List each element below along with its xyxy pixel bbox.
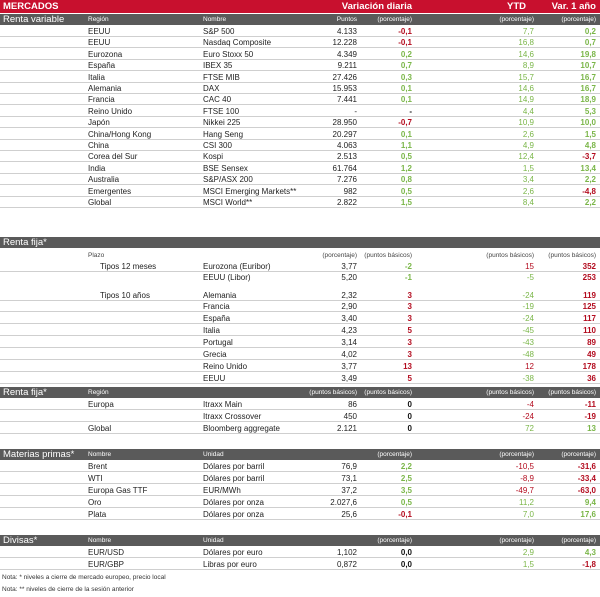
col-points-header: (porcentaje): [322, 252, 357, 259]
row-name: Portugal: [203, 338, 233, 347]
table-row: [0, 72, 600, 83]
row-name: España: [203, 314, 231, 323]
row-region: Eurozona: [88, 49, 123, 59]
table-row: [0, 547, 600, 558]
table-row: [0, 423, 600, 434]
row-name: WTI: [88, 474, 103, 483]
row-year: -31,6: [577, 462, 596, 471]
row-year: 9,4: [584, 498, 596, 507]
row-name: Grecia: [203, 350, 227, 359]
row-region: Corea del Sur: [88, 152, 138, 162]
table-row: [0, 349, 600, 360]
row-year: 89: [587, 338, 596, 347]
col-unit-header: Unidad: [203, 451, 224, 458]
row-name: Francia: [203, 302, 230, 311]
col-region-header: Región: [88, 16, 109, 23]
row-daily: 3: [407, 338, 412, 347]
row-points: 982: [343, 186, 357, 196]
row-year: 18,9: [580, 95, 596, 105]
row-year: -3,7: [582, 152, 596, 162]
row-points: 7.441: [336, 95, 357, 105]
row-points: 0,872: [336, 560, 357, 569]
row-name: S&P/ASX 200: [203, 175, 253, 185]
row-year: 119: [583, 291, 596, 300]
row-year: 4,8: [584, 141, 596, 150]
row-points: 4,23: [341, 326, 357, 335]
row-ytd: -38: [522, 374, 534, 383]
row-daily: 0,1: [400, 129, 412, 139]
row-daily: 0,7: [400, 61, 412, 71]
col-name-header: Nombre: [203, 16, 227, 23]
row-ytd: 4,4: [522, 106, 534, 116]
row-ytd: 12: [525, 362, 534, 371]
row-points: 7.276: [336, 175, 357, 185]
row-name: Bloomberg aggregate: [203, 424, 280, 433]
row-points: 3,40: [341, 314, 357, 323]
row-points: 2.822: [336, 198, 357, 207]
row-daily: 5: [407, 326, 412, 335]
row-name: Oro: [88, 498, 102, 507]
row-year: 2,2: [584, 198, 596, 207]
row-points: 4,02: [341, 350, 357, 359]
row-name: Kospi: [203, 152, 224, 162]
row-ytd: -49,7: [515, 486, 534, 495]
row-points: 73,1: [341, 474, 357, 483]
row-year: -1,8: [582, 560, 596, 569]
table-row: [0, 509, 600, 520]
row-name: Alemania: [203, 291, 237, 300]
row-ytd: 2,6: [522, 129, 534, 139]
table-row: [0, 272, 600, 283]
row-unit: Dólares por euro: [203, 548, 263, 557]
table-row: [0, 261, 600, 272]
row-region: Australia: [88, 175, 120, 185]
row-ytd: 16,8: [518, 38, 534, 48]
row-points: 3,77: [341, 262, 357, 271]
row-points: 2,90: [341, 302, 357, 311]
row-region: EEUU: [88, 27, 111, 36]
col-ytd-header: (puntos básicos): [486, 389, 534, 396]
row-year: -11: [584, 400, 596, 409]
row-year: 13: [587, 424, 596, 433]
col-ytd-header: (porcentaje): [499, 537, 534, 544]
row-name: Itraxx Main: [203, 400, 243, 409]
row-daily: 13: [403, 362, 412, 371]
row-year: -63,0: [577, 486, 596, 495]
row-points: 37,2: [341, 486, 357, 495]
section-title: Materias primas*: [3, 449, 75, 460]
row-name: FTSE 100: [203, 106, 240, 116]
row-daily: -2: [404, 262, 412, 271]
row-ytd: 8,4: [522, 198, 534, 207]
row-points: 61.764: [332, 163, 357, 173]
section-commodities: [0, 449, 600, 460]
row-unit: Dólares por onza: [203, 510, 264, 519]
row-daily: 0,3: [400, 72, 412, 82]
table-row: [0, 399, 600, 410]
row-ytd: -5: [526, 273, 534, 282]
row-year: 253: [582, 273, 596, 282]
table-row: [0, 411, 600, 422]
col-unit-header: Unidad: [203, 537, 224, 544]
table-row: [0, 37, 600, 48]
row-points: 450: [343, 412, 357, 421]
table-row: [0, 117, 600, 128]
row-name: Europa Gas TTF: [88, 486, 148, 495]
row-name: Nikkei 225: [203, 118, 241, 128]
row-name: Italia: [203, 326, 220, 335]
row-name: S&P 500: [203, 27, 235, 36]
row-region: Francia: [88, 95, 115, 105]
row-year: 178: [582, 362, 596, 371]
section-fixed-income: [0, 237, 600, 248]
col-year-header: (porcentaje): [561, 451, 596, 458]
row-year: 2,2: [584, 175, 596, 185]
row-points: 9.211: [337, 61, 357, 71]
row-daily: 3: [407, 350, 412, 359]
row-daily: -0,7: [398, 118, 412, 128]
row-name: Reino Unido: [203, 362, 248, 371]
row-ytd: -43: [522, 338, 534, 347]
row-year: -19: [584, 412, 596, 421]
row-year: 5,3: [584, 106, 596, 116]
row-unit: Dólares por onza: [203, 498, 264, 507]
section-equity: [0, 14, 600, 25]
row-ytd: -19: [522, 302, 534, 311]
table-row: [0, 26, 600, 37]
row-ytd: -8,9: [520, 474, 534, 483]
row-ytd: 72: [525, 424, 534, 433]
row-ytd: 7,7: [522, 27, 534, 36]
table-row: [0, 497, 600, 508]
table-row: [0, 197, 600, 208]
table-row: [0, 60, 600, 71]
row-daily: -1: [404, 273, 412, 282]
row-points: 12.228: [332, 38, 357, 48]
row-year: -33,4: [577, 474, 596, 483]
row-region: España: [88, 61, 116, 71]
row-year: 16,7: [580, 72, 596, 82]
row-year: 36: [587, 374, 596, 383]
row-daily: 0,8: [400, 175, 412, 185]
table-row: [0, 83, 600, 94]
col-region-header: Región: [88, 389, 109, 396]
row-ytd: 14,9: [518, 95, 534, 105]
row-term: Tipos 12 meses: [100, 262, 157, 271]
row-year: 125: [582, 302, 596, 311]
row-region: Global: [88, 198, 112, 207]
row-ytd: 2,6: [522, 186, 534, 196]
col-term-header: Plazo: [88, 252, 105, 259]
row-ytd: -48: [522, 350, 534, 359]
row-region: EEUU: [88, 38, 111, 48]
row-ytd: 15,7: [518, 72, 534, 82]
col-year-header: (porcentaje): [561, 16, 596, 23]
row-ytd: -4: [526, 400, 534, 409]
row-daily: 1,2: [400, 163, 412, 173]
row-region: India: [88, 163, 106, 173]
row-points: 2,32: [341, 291, 357, 300]
row-region: Emergentes: [88, 186, 132, 196]
row-ytd: -24: [522, 412, 534, 421]
row-year: 0,2: [584, 27, 596, 36]
row-daily: 3,5: [400, 486, 412, 495]
table-row: [0, 325, 600, 336]
row-points: 15.953: [332, 84, 357, 93]
table-row: [0, 163, 600, 174]
table-row: [0, 361, 600, 372]
row-year: 110: [583, 326, 596, 335]
row-year: 352: [582, 262, 596, 271]
row-daily: -0,1: [398, 510, 412, 519]
table-row: [0, 151, 600, 162]
row-daily: 0: [407, 424, 412, 433]
section-title: Renta fija*: [3, 237, 47, 248]
row-region: China: [88, 141, 109, 150]
row-points: 3,77: [341, 362, 357, 371]
table-row: [0, 94, 600, 105]
row-term: Tipos 10 años: [100, 291, 150, 300]
row-ytd: 10,9: [518, 118, 534, 128]
row-daily: 0,1: [400, 95, 412, 105]
row-points: 2.513: [336, 152, 357, 162]
row-points: 20.297: [332, 129, 357, 139]
row-ytd: -24: [522, 291, 534, 300]
row-name: Plata: [88, 510, 107, 519]
row-ytd: 2,9: [522, 548, 534, 557]
row-name: CSI 300: [203, 141, 232, 150]
row-ytd: -45: [522, 326, 534, 335]
row-daily: -0,1: [398, 38, 412, 48]
row-name: FTSE MIB: [203, 72, 240, 82]
row-name: BSE Sensex: [203, 163, 248, 173]
col-ytd-header: (porcentaje): [499, 451, 534, 458]
row-ytd: 7,0: [522, 510, 534, 519]
footnote-2: Nota: ** niveles de cierre de la sesión anterior: [2, 586, 134, 593]
table-row: [0, 290, 600, 301]
col-daily-header: (porcentaje): [377, 537, 412, 544]
row-year: 17,6: [580, 510, 596, 519]
row-daily: 3: [407, 302, 412, 311]
row-ytd: 3,4: [522, 175, 534, 185]
row-year: 19,8: [580, 49, 596, 59]
row-points: 2.121: [336, 424, 357, 433]
row-region: Global: [88, 424, 112, 433]
table-row: [0, 129, 600, 140]
table-row: [0, 186, 600, 197]
row-daily: 2,2: [400, 462, 412, 471]
row-year: 4,3: [584, 548, 596, 557]
col-name-header: Nombre: [88, 537, 112, 544]
col-ytd-header: (puntos básicos): [486, 252, 534, 259]
row-name: Hang Seng: [203, 129, 244, 139]
row-year: 13,4: [580, 163, 596, 173]
row-daily: 2,5: [400, 474, 412, 483]
row-points: 25,6: [341, 510, 357, 519]
row-unit: Dólares por barril: [203, 462, 265, 471]
row-points: 1,102: [336, 548, 357, 557]
row-daily: 0: [407, 412, 412, 421]
footnote-1: Nota: * niveles a cierre de mercado europeo, precio local: [2, 574, 166, 581]
row-points: 4.063: [336, 141, 357, 150]
row-points: 3,14: [341, 338, 357, 347]
row-daily: 0,1: [400, 84, 412, 93]
section-fx: [0, 535, 600, 546]
table-row: [0, 461, 600, 472]
section-title: Renta variable: [3, 14, 65, 25]
row-daily: 0,0: [400, 560, 412, 569]
row-ytd: 4,9: [522, 141, 534, 150]
col-name-header: Nombre: [88, 451, 112, 458]
row-daily: 0,2: [400, 49, 412, 59]
row-points: 2.027,6: [330, 498, 357, 507]
row-year: 49: [587, 350, 596, 359]
row-name: IBEX 35: [203, 61, 233, 71]
row-ytd: 1,5: [522, 560, 534, 569]
row-points: 76,9: [341, 462, 357, 471]
row-ytd: 15: [525, 262, 534, 271]
table-row: [0, 106, 600, 117]
row-daily: 3: [407, 291, 412, 300]
col-daily-header: (porcentaje): [377, 451, 412, 458]
table-row: [0, 337, 600, 348]
row-ytd: 1,5: [522, 163, 534, 173]
table-row: [0, 473, 600, 484]
daily-change-header: Variación diaria: [341, 1, 412, 12]
row-year: -4,8: [582, 186, 596, 196]
row-year: 117: [583, 314, 596, 323]
row-daily: 0: [407, 400, 412, 409]
row-ytd: 8,9: [522, 61, 534, 71]
row-daily: 0,5: [400, 186, 412, 196]
col-year-header: (puntos básicos): [548, 389, 596, 396]
row-points: 28.950: [332, 118, 357, 128]
row-daily: 1,1: [400, 141, 412, 150]
table-row: [0, 559, 600, 570]
col-points-header: Puntos: [336, 16, 357, 23]
row-name: Itraxx Crossover: [203, 412, 262, 421]
row-daily: 3: [407, 314, 412, 323]
row-daily: 0,5: [400, 498, 412, 507]
row-points: 4.133: [336, 27, 357, 36]
row-region: Reino Unido: [88, 106, 133, 116]
row-points: 3,49: [341, 374, 357, 383]
table-row: [0, 140, 600, 151]
row-points: 27.426: [332, 72, 357, 82]
row-name: Eurozona (Euribor): [203, 262, 271, 271]
row-daily: 0,5: [400, 152, 412, 162]
table-row: [0, 301, 600, 312]
row-ytd: 14,6: [518, 84, 534, 93]
row-region: Alemania: [88, 84, 122, 93]
row-ytd: 14,6: [518, 49, 534, 59]
col-year-header: (puntos básicos): [548, 252, 596, 259]
row-ytd: 12,4: [518, 152, 534, 162]
fixed-subheader: [0, 250, 600, 261]
row-name: Euro Stoxx 50: [203, 49, 254, 59]
row-daily: 1,5: [400, 198, 412, 207]
table-row: [0, 313, 600, 324]
section-credit: [0, 387, 600, 398]
row-name: MSCI Emerging Markets**: [203, 186, 297, 196]
row-points: 5,20: [341, 273, 357, 282]
table-row: [0, 49, 600, 60]
row-year: 16,7: [580, 84, 596, 93]
row-name: EUR/GBP: [88, 560, 125, 569]
section-title: Renta fija*: [3, 387, 47, 398]
row-name: MSCI World**: [203, 198, 253, 207]
row-daily: -: [409, 106, 412, 116]
row-region: Europa: [88, 400, 114, 409]
row-ytd: -24: [522, 314, 534, 323]
col-daily-header: (puntos básicos): [364, 389, 412, 396]
row-name: Nasdaq Composite: [203, 38, 272, 48]
row-daily: -0,1: [398, 27, 412, 36]
col-daily-header: (puntos básicos): [364, 252, 412, 259]
row-ytd: -10,5: [515, 462, 534, 471]
row-daily: 5: [407, 374, 412, 383]
row-points: -: [354, 106, 357, 116]
col-year-header: (porcentaje): [561, 537, 596, 544]
row-name: EEUU (Libor): [203, 273, 251, 282]
row-region: Italia: [88, 72, 105, 82]
table-title: MERCADOS: [3, 1, 59, 12]
row-unit: EUR/MWh: [203, 486, 241, 495]
row-ytd: 11,2: [519, 498, 534, 507]
row-points: 4.349: [336, 49, 357, 59]
row-name: EUR/USD: [88, 548, 125, 557]
row-name: DAX: [203, 84, 220, 93]
row-name: Brent: [88, 462, 108, 471]
row-region: China/Hong Kong: [88, 129, 152, 139]
row-points: 86: [348, 400, 357, 409]
table-row: [0, 485, 600, 496]
row-year: 1,5: [584, 129, 596, 139]
year-change-header: Var. 1 año: [551, 1, 596, 12]
row-region: Japón: [88, 118, 110, 128]
row-name: CAC 40: [203, 95, 232, 105]
row-unit: Libras por euro: [203, 560, 257, 569]
row-daily: 0,0: [400, 548, 412, 557]
ytd-header: YTD: [507, 1, 526, 12]
col-points-header: (puntos básicos): [309, 389, 357, 396]
section-title: Divisas*: [3, 535, 38, 546]
col-ytd-header: (porcentaje): [499, 16, 534, 23]
table-row: [0, 174, 600, 185]
col-daily-header: (porcentaje): [377, 16, 412, 23]
row-year: 10,7: [580, 61, 596, 71]
table-row: [0, 373, 600, 384]
row-unit: Dólares por barril: [203, 474, 265, 483]
row-year: 0,7: [584, 38, 596, 48]
row-name: EEUU: [203, 374, 226, 383]
table-header: [0, 0, 600, 13]
row-year: 10,0: [580, 118, 596, 128]
